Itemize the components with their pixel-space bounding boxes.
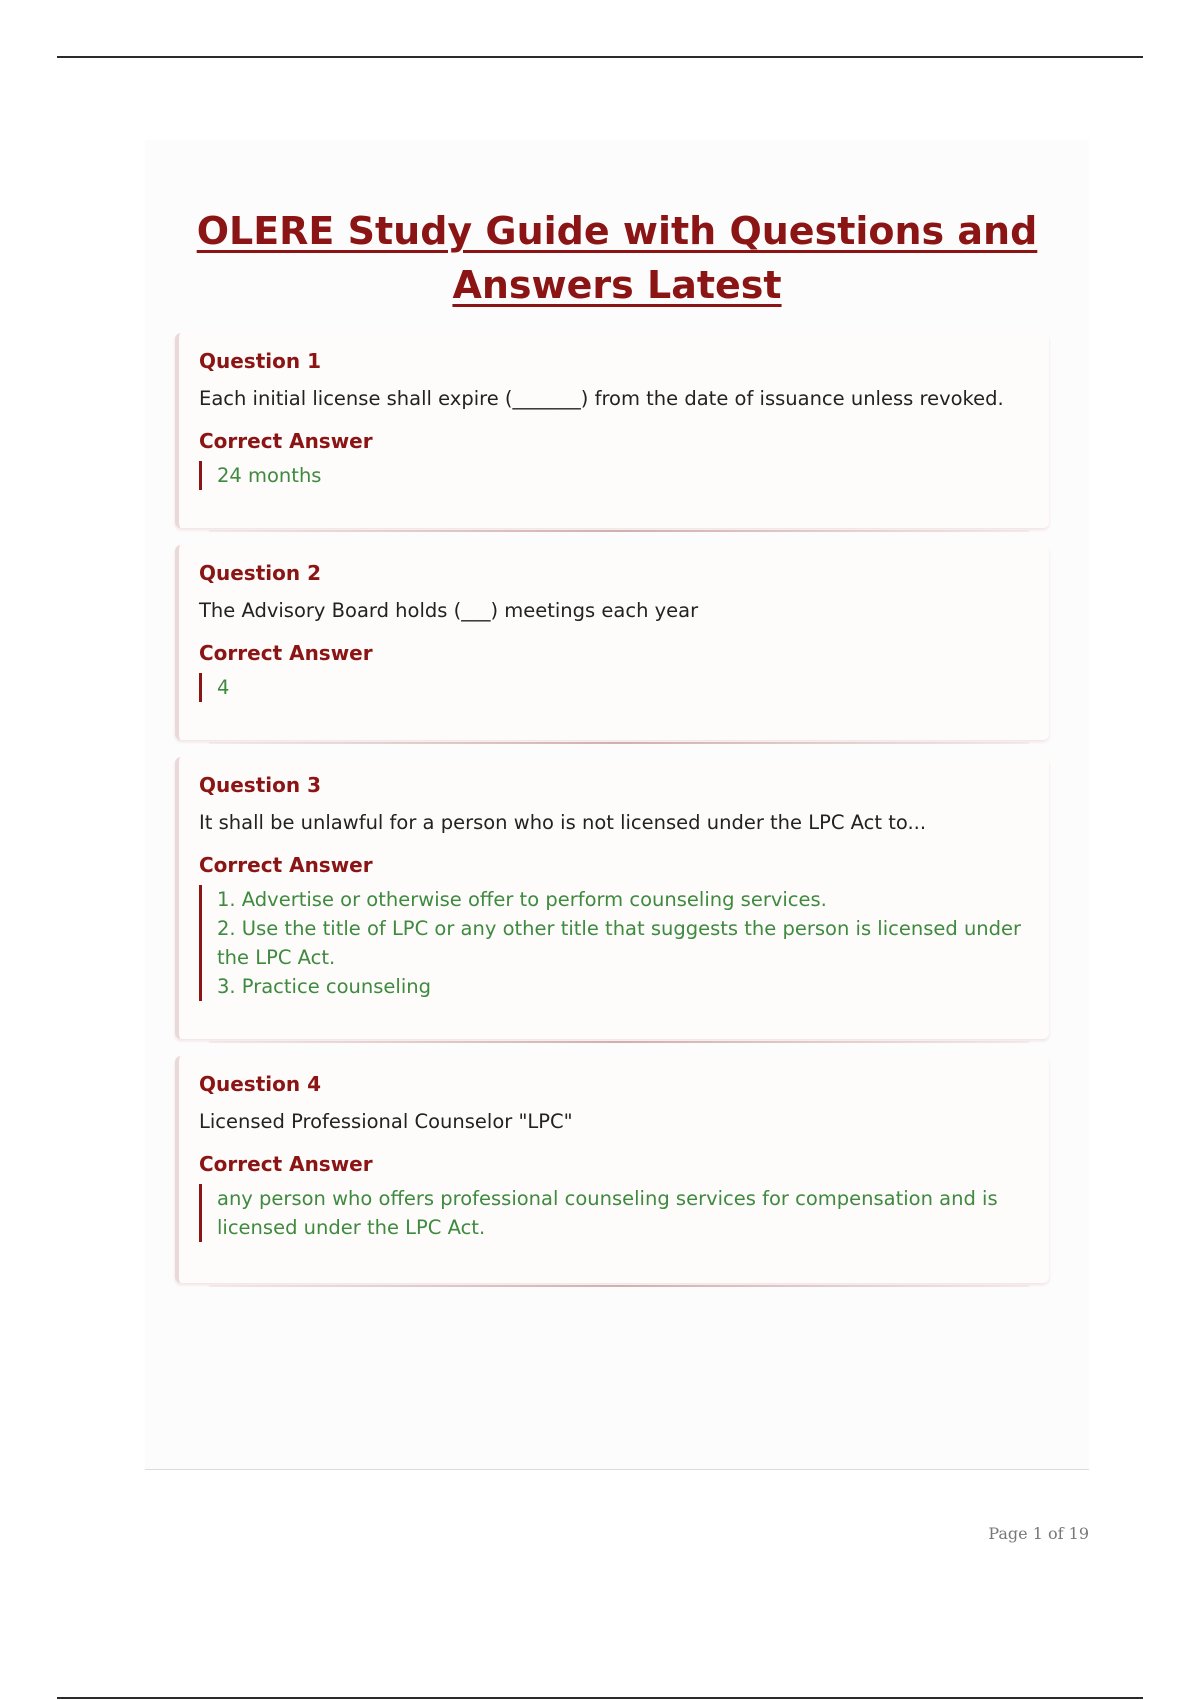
question-card-4	[175, 1056, 1049, 1283]
answer-heading: Correct Answer	[199, 853, 373, 877]
answer-block	[199, 885, 1047, 1001]
answer-heading: Correct Answer	[199, 429, 373, 453]
answer-block	[199, 1184, 1047, 1242]
answer-line: 1. Advertise or otherwise offer to perform counseling services.	[217, 888, 827, 911]
answer-block	[199, 673, 1047, 702]
answer-heading: Correct Answer	[199, 1152, 373, 1176]
answer-line: 24 months	[217, 464, 322, 487]
question-text: Each initial license shall expire (_______) from the date of issuance unless revoked.	[199, 387, 1004, 410]
answer-block	[199, 461, 1047, 490]
question-heading: Question 1	[199, 349, 321, 373]
answer-line: any person who offers professional counseling services for compensation and is licensed under the LPC Act.	[217, 1187, 998, 1239]
footer-rule	[145, 1469, 1089, 1470]
question-text: Licensed Professional Counselor "LPC"	[199, 1110, 573, 1133]
question-card-3	[175, 757, 1049, 1039]
answer-line: 2. Use the title of LPC or any other title that suggests the person is licensed under the LPC Act.	[217, 917, 1022, 969]
answer-heading: Correct Answer	[199, 641, 373, 665]
document-title: OLERE Study Guide with Questions and Answers Latest	[196, 209, 1038, 307]
document-page	[145, 140, 1089, 1470]
question-card-2	[175, 545, 1049, 740]
question-heading: Question 2	[199, 561, 321, 585]
question-heading: Question 4	[199, 1072, 321, 1096]
question-text: It shall be unlawful for a person who is not licensed under the LPC Act to...	[199, 811, 927, 834]
answer-line: 4	[217, 676, 230, 699]
question-heading: Question 3	[199, 773, 321, 797]
page-number: Page 1 of 19	[988, 1524, 1089, 1543]
top-rule	[57, 56, 1143, 58]
question-text: The Advisory Board holds (___) meetings each year	[199, 599, 699, 622]
answer-line: 3. Practice counseling	[217, 975, 431, 998]
question-card-1	[175, 333, 1049, 528]
bottom-rule	[57, 1697, 1143, 1699]
